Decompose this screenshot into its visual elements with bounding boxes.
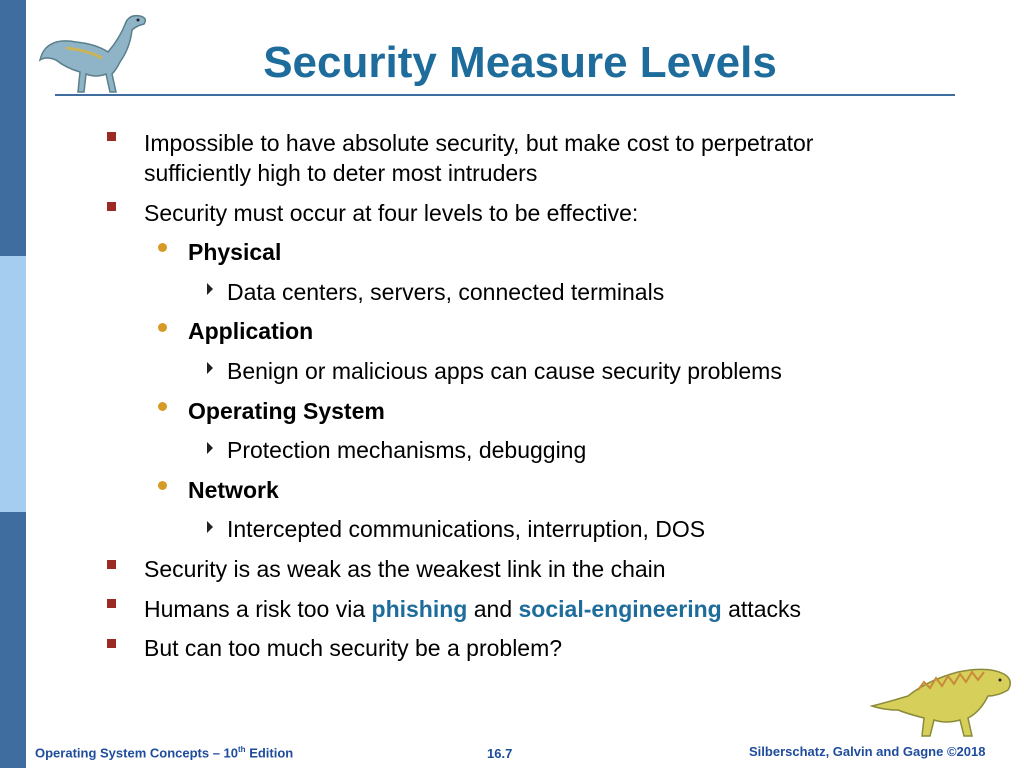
level-detail: Protection mechanisms, debugging bbox=[227, 437, 587, 463]
level-detail: Benign or malicious apps can cause security problems bbox=[227, 358, 782, 384]
level-detail: Intercepted communications, interruption, DOS bbox=[227, 516, 706, 542]
triangle-bullet-icon bbox=[207, 362, 213, 374]
bullet-text: Security is as weak as the weakest link in the chain bbox=[144, 556, 666, 582]
bullet-text-part: attacks bbox=[721, 596, 801, 622]
footer-book-part: Edition bbox=[245, 745, 294, 761]
social-engineering-highlight: social-engineering bbox=[518, 596, 722, 622]
round-bullet-icon bbox=[158, 323, 167, 332]
square-bullet-icon bbox=[107, 132, 116, 141]
bullet-text: Security must occur at four levels to be effective: bbox=[144, 200, 639, 226]
triangle-bullet-icon bbox=[207, 521, 213, 533]
bullet-text: Impossible to have absolute security, but make cost to perpetrator bbox=[144, 130, 814, 156]
level-detail: Data centers, servers, connected terminals bbox=[227, 279, 665, 305]
round-bullet-icon bbox=[158, 402, 167, 411]
triangle-bullet-icon bbox=[207, 442, 213, 454]
round-bullet-icon bbox=[158, 481, 167, 490]
footer-book-superscript: th bbox=[238, 745, 246, 754]
square-bullet-icon bbox=[107, 560, 116, 569]
square-bullet-icon bbox=[107, 639, 116, 648]
phishing-highlight: phishing bbox=[371, 596, 468, 622]
triangle-bullet-icon bbox=[207, 283, 213, 295]
footer-book-part: Operating System Concepts – 10 bbox=[35, 745, 239, 761]
bullet-text-humans bbox=[144, 594, 801, 624]
round-bullet-icon bbox=[158, 243, 167, 252]
square-bullet-icon bbox=[107, 202, 116, 211]
level-name: Physical bbox=[188, 239, 282, 265]
footer-page-number: 16.7 bbox=[487, 746, 513, 761]
slide-title: Security Measure Levels bbox=[263, 38, 777, 87]
bullet-text-continued: sufficiently high to deter most intruders bbox=[144, 160, 538, 186]
bullet-text-part: and bbox=[467, 596, 519, 622]
level-name: Network bbox=[188, 477, 279, 503]
footer-authors: Silberschatz, Galvin and Gagne ©2018 bbox=[749, 744, 986, 759]
square-bullet-icon bbox=[107, 599, 116, 608]
bullet-text-part: Humans a risk too via bbox=[144, 596, 372, 622]
dinosaur-bottom-icon bbox=[868, 660, 1018, 740]
level-name: Operating System bbox=[188, 398, 385, 424]
level-name: Application bbox=[188, 318, 314, 344]
footer-book-title bbox=[35, 745, 293, 760]
bullet-text: But can too much security be a problem? bbox=[144, 635, 563, 661]
